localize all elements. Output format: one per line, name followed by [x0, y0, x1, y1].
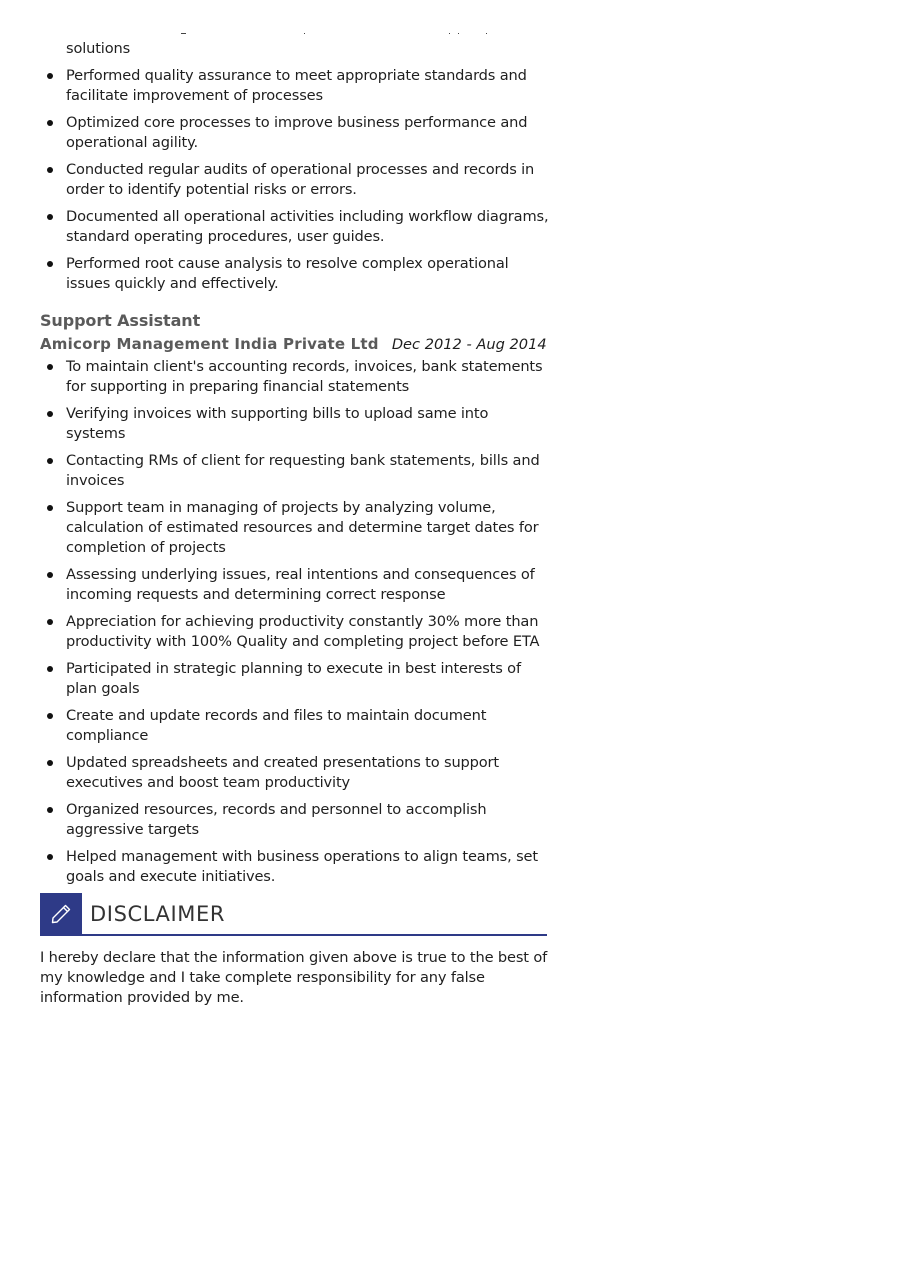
bullet-icon [47, 458, 53, 464]
list-item: Appreciation for achieving productivity constantly 30% more than productivity with 100% Quality and completing project before ETA [40, 612, 550, 652]
bullet-icon [47, 73, 53, 79]
company-name: Amicorp Management India Private Ltd [40, 335, 379, 353]
list-item: Create and update records and files to maintain document compliance [40, 706, 550, 746]
bullet-icon [47, 364, 53, 370]
bullet-icon [47, 807, 53, 813]
bullet-icon [47, 854, 53, 860]
bullet-icon [47, 214, 53, 220]
list-item: Updated spreadsheets and created presentations to support executives and boost team productivity [40, 753, 550, 793]
bullet-icon [47, 619, 53, 625]
pencil-icon [49, 902, 73, 926]
list-item: Documented all operational activities including workflow diagrams, standard operating procedures, user guides. [40, 207, 550, 247]
list-item: Conducted regular audits of operational processes and records in order to identify potential risks or errors. [40, 160, 550, 200]
bullet-icon [47, 666, 53, 672]
list-item: Participated in strategic planning to execute in best interests of plan goals [40, 659, 550, 699]
section-title: DISCLAIMER [90, 902, 226, 926]
list-item: Performed root cause analysis to resolve complex operational issues quickly and effectively. [40, 254, 550, 294]
list-item: Contacting RMs of client for requesting bank statements, bills and invoices [40, 451, 550, 491]
list-item: To maintain client's accounting records, invoices, bank statements for supporting in preparing financial statements [40, 357, 550, 397]
job-company-line [40, 334, 547, 353]
bullet-icon [47, 167, 53, 173]
list-item: Performed quality assurance to meet appropriate standards and facilitate improvement of processes [40, 66, 550, 106]
list-item: Optimized core processes to improve business performance and operational agility. [40, 113, 550, 153]
support-job-bullets [40, 357, 550, 894]
disclaimer-text: I hereby declare that the information given above is true to the best of my knowledge and I take complete responsibility for any false information provided by me. [40, 949, 548, 1006]
bullet-icon [47, 120, 53, 126]
section-icon-box [40, 893, 82, 934]
list-item: Support team in managing of projects by analyzing volume, calculation of estimated resources and determine target dates for completion of projects [40, 498, 550, 558]
bullet-icon [47, 411, 53, 417]
list-item: Organized resources, records and personnel to accomplish aggressive targets [40, 800, 550, 840]
bullet-icon [47, 572, 53, 578]
disclaimer-section-header [40, 893, 547, 936]
bullet-icon [47, 505, 53, 511]
bullet-icon [47, 261, 53, 267]
bullet-icon [47, 760, 53, 766]
list-item: Assessing underlying issues, real intentions and consequences of incoming requests and determining correct response [40, 565, 550, 605]
bullet-icon [47, 713, 53, 719]
job-title: Support Assistant [40, 311, 201, 330]
previous-job-bullets [40, 66, 550, 301]
list-item: Helped management with business operations to align teams, set goals and execute initiatives. [40, 847, 550, 887]
list-item: Verifying invoices with supporting bills to upload same into systems [40, 404, 550, 444]
job-dates: Dec 2012 - Aug 2014 [391, 336, 547, 353]
cut-off-text-remnant [40, 30, 547, 36]
previous-bullet-continuation: solutions [66, 40, 131, 57]
